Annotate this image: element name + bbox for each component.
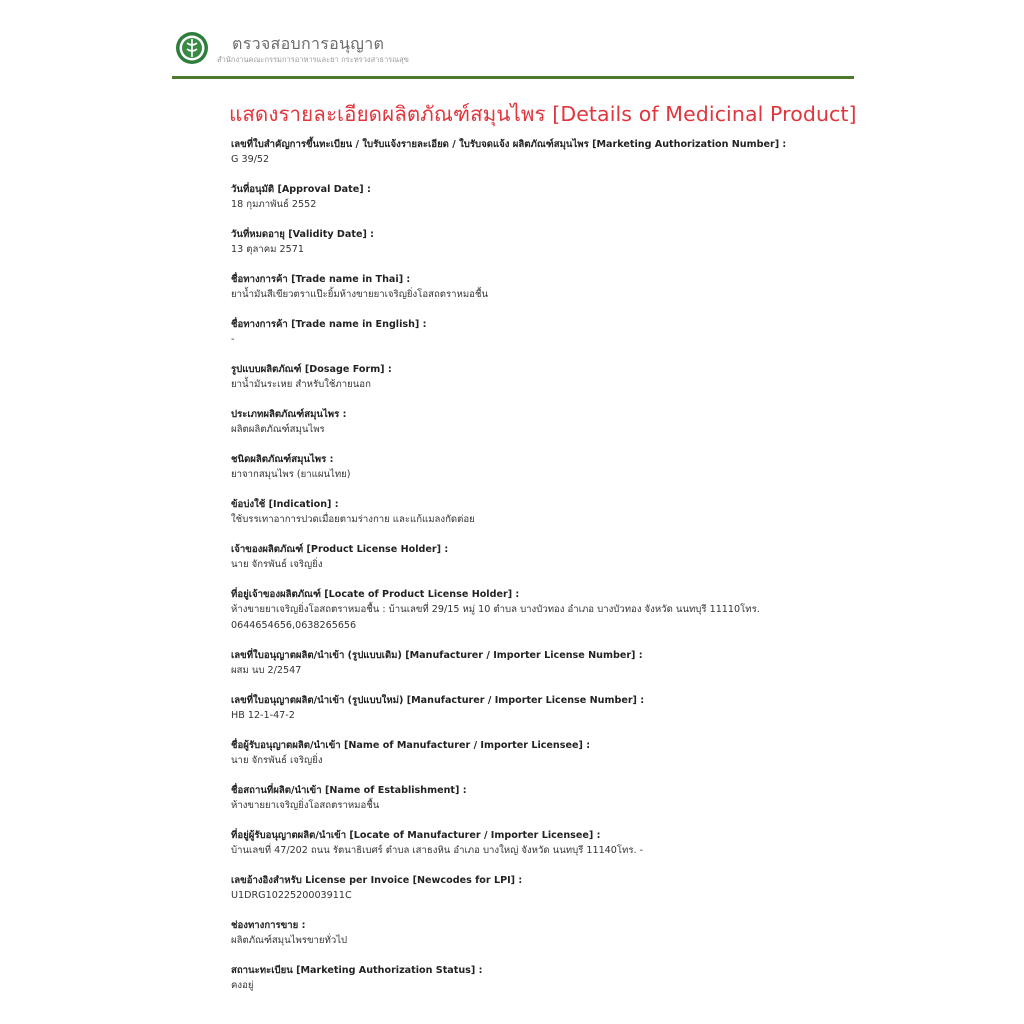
page-title: แสดงรายละเอียดผลิตภัณฑ์สมุนไพร [Details of Medicinal Product] xyxy=(229,102,857,126)
field-approval-date xyxy=(231,183,851,213)
field-value: 18 กุมภาพันธ์ 2552 xyxy=(231,199,317,210)
field-licensee-address xyxy=(231,829,851,859)
field-herbal-product-kind xyxy=(231,453,851,483)
field-value: - xyxy=(231,334,235,345)
field-label: ชื่อสถานที่ผลิต/นำเข้า [Name of Establishment] : xyxy=(231,785,467,796)
field-label: ที่อยู่เจ้าของผลิตภัณฑ์ [Locate of Product License Holder] : xyxy=(231,589,520,600)
field-label: ข้อบ่งใช้ [Indication] : xyxy=(231,499,339,510)
field-label: เลขอ้างอิงสำหรับ License per Invoice [Newcodes for LPI] : xyxy=(231,875,523,886)
field-value: ผลิตภัณฑ์สมุนไพรขายทั่วไป xyxy=(231,935,348,946)
site-subtitle: สำนักงานคณะกรรมการอาหารและยา กระทรวงสาธารณสุข xyxy=(217,55,409,64)
field-ma-status xyxy=(231,964,851,994)
field-value: บ้านเลขที่ 47/202 ถนน รัตนาธิเบศร์ ตำบล เสาธงหิน อำเภอ บางใหญ่ จังหวัด นนทบุรี 11140โทร. - xyxy=(231,845,644,856)
field-label: ชื่อทางการค้า [Trade name in English] : xyxy=(231,319,427,330)
header-divider xyxy=(172,76,854,79)
product-details xyxy=(231,138,851,994)
field-label: ชื่อทางการค้า [Trade name in Thai] : xyxy=(231,274,411,285)
field-ma-number xyxy=(231,138,851,168)
field-label: รูปแบบผลิตภัณฑ์ [Dosage Form] : xyxy=(231,364,392,375)
field-value: ยาน้ำมันสีเขียวตราแป๊ะยิ้มห้างขายยาเจริญยิ่งโอสถตราหมอชื้น xyxy=(231,289,489,300)
field-license-holder xyxy=(231,543,851,573)
field-value: ผสม นบ 2/2547 xyxy=(231,665,302,676)
field-license-holder-address xyxy=(231,588,851,634)
field-value: G 39/52 xyxy=(231,154,270,165)
field-value: ห้างขายยาเจริญยิ่งโอสถตราหมอชื้น xyxy=(231,800,380,811)
field-value: นาย จักรพันธ์ เจริญยิ่ง xyxy=(231,755,323,766)
fda-logo-icon[interactable] xyxy=(175,31,209,65)
field-label: ช่องทางการขาย : xyxy=(231,920,306,931)
field-label: เจ้าของผลิตภัณฑ์ [Product License Holder] : xyxy=(231,544,449,555)
field-label: เลขที่ใบอนุญาตผลิต/นำเข้า (รูปแบบเดิม) [Manufacturer / Importer License Number] : xyxy=(231,650,643,661)
field-trade-name-thai xyxy=(231,273,851,303)
field-value: ห้างขายยาเจริญยิ่งโอสถตราหมอชื้น : บ้านเลขที่ 29/15 หมู่ 10 ตำบล บางบัวทอง อำเภอ บางบัวทอง จังหวัด นนทบุรี 11110โทร. xyxy=(231,604,760,615)
field-label: วันที่อนุมัติ [Approval Date] : xyxy=(231,184,371,195)
field-label: ชื่อผู้รับอนุญาตผลิต/นำเข้า [Name of Manufacturer / Importer Licensee] : xyxy=(231,740,591,751)
field-label: วันที่หมดอายุ [Validity Date] : xyxy=(231,229,375,240)
field-value: ผลิตผลิตภัณฑ์สมุนไพร xyxy=(231,424,325,435)
field-herbal-product-type xyxy=(231,408,851,438)
field-license-number-old xyxy=(231,649,851,679)
field-license-number-new xyxy=(231,694,851,724)
field-lpi-code xyxy=(231,874,851,904)
field-label: สถานะทะเบียน [Marketing Authorization Status] : xyxy=(231,965,483,976)
field-label: ชนิดผลิตภัณฑ์สมุนไพร : xyxy=(231,454,334,465)
site-header xyxy=(172,28,854,78)
site-title[interactable]: ตรวจสอบการอนุญาต xyxy=(232,34,385,53)
field-value-phone: 0644654656,0638265656 xyxy=(231,620,357,631)
field-trade-name-english xyxy=(231,318,851,348)
field-value: คงอยู่ xyxy=(231,980,254,991)
field-label: ที่อยู่ผู้รับอนุญาตผลิต/นำเข้า [Locate of Manufacturer / Importer Licensee] : xyxy=(231,830,601,841)
field-value: 13 ตุลาคม 2571 xyxy=(231,244,304,255)
field-value: ยาน้ำมันระเหย สำหรับใช้ภายนอก xyxy=(231,379,371,390)
field-value: U1DRG1022520003911C xyxy=(231,890,352,901)
field-label: ประเภทผลิตภัณฑ์สมุนไพร : xyxy=(231,409,347,420)
field-value: HB 12-1-47-2 xyxy=(231,710,295,721)
field-validity-date xyxy=(231,228,851,258)
field-sales-channel xyxy=(231,919,851,949)
field-label: เลขที่ใบสำคัญการขึ้นทะเบียน / ใบรับแจ้งรายละเอียด / ใบรับจดแจ้ง ผลิตภัณฑ์สมุนไพร [Marketing Authorization Number] : xyxy=(231,139,787,150)
field-indication xyxy=(231,498,851,528)
field-value: นาย จักรพันธ์ เจริญยิ่ง xyxy=(231,559,323,570)
field-dosage-form xyxy=(231,363,851,393)
field-value: ยาจากสมุนไพร (ยาแผนไทย) xyxy=(231,469,351,480)
field-label: เลขที่ใบอนุญาตผลิต/นำเข้า (รูปแบบใหม่) [Manufacturer / Importer License Number] : xyxy=(231,695,645,706)
field-establishment-name xyxy=(231,784,851,814)
field-licensee-name xyxy=(231,739,851,769)
field-value: ใช้บรรเทาอาการปวดเมื่อยตามร่างกาย และแก้แมลงกัดต่อย xyxy=(231,514,475,525)
